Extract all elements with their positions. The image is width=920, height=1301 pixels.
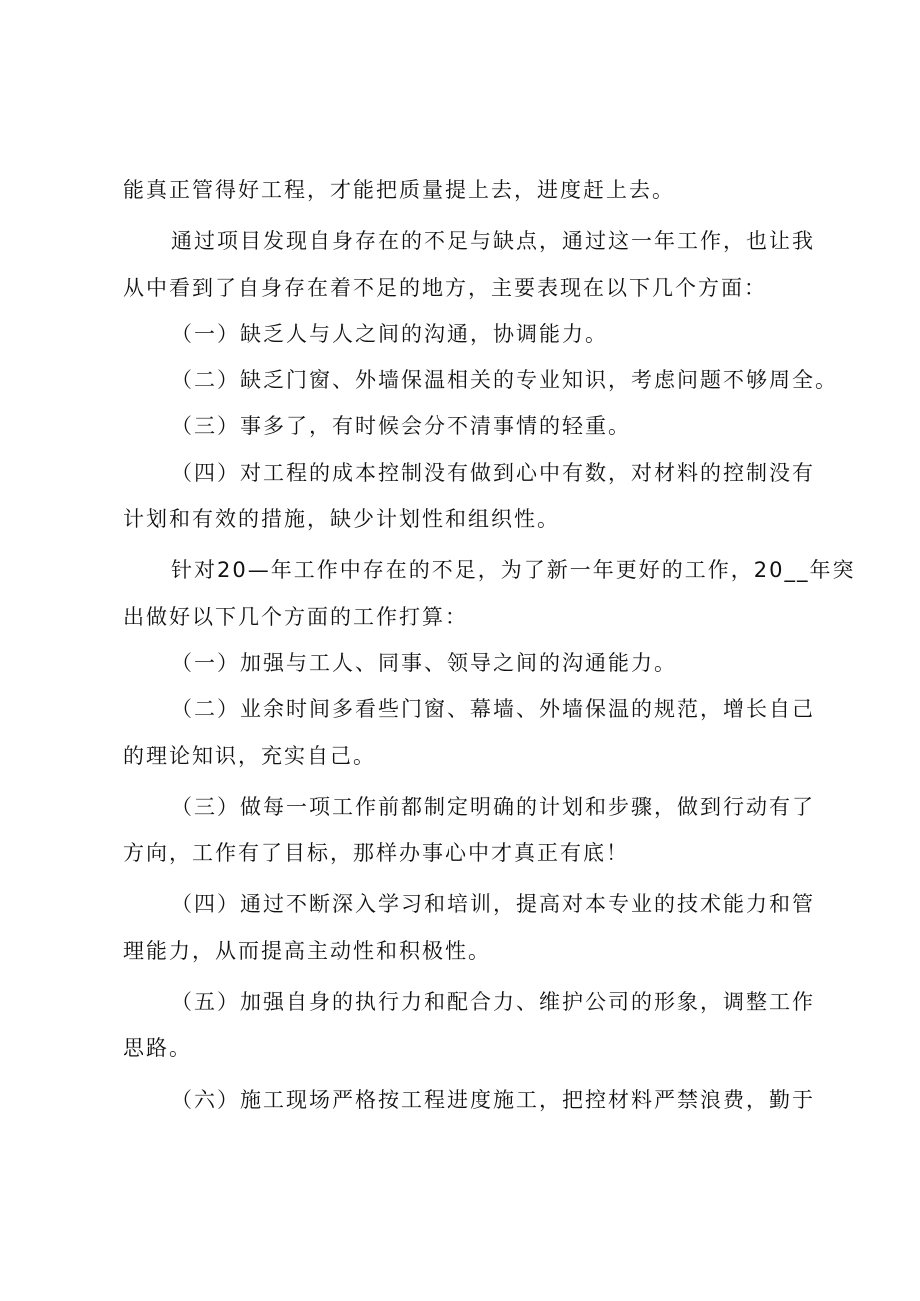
text-line: 的理论知识，充实自己。 [123,743,376,768]
text-line: 理能力，从而提高主动性和积极性。 [123,938,491,963]
text-line: （三）事多了，有时候会分不清事情的轻重。 [171,414,631,439]
text-line: （六）施工现场严格按工程进度施工，把控材料严禁浪费，勤于 [171,1087,815,1112]
text-line: 从中看到了自身存在着不足的地方，主要表现在以下几个方面： [123,275,767,300]
text-line: （一）缺乏人与人之间的沟通，协调能力。 [171,321,608,346]
text-line: （二）业余时间多看些门窗、幕墙、外墙保温的规范，增长自己 [171,697,815,722]
text-line: （三）做每一项工作前都制定明确的计划和步骤，做到行动有了 [171,794,815,819]
text-line: 能真正管得好工程，才能把质量提上去，进度赶上去。 [123,178,675,202]
text-line: 方向，工作有了目标，那样办事心中才真正有底！ [123,841,629,866]
text-line: 思路。 [123,1036,192,1061]
text-line: （一）加强与工人、同事、领导之间的沟通能力。 [171,650,677,675]
text-line: 出做好以下几个方面的工作打算： [123,604,468,629]
text-line: 针对20—年工作中存在的不足，为了新一年更好的工作，20__年突 [171,558,856,583]
text-line: （四）对工程的成本控制没有做到心中有数，对材料的控制没有 [171,460,815,485]
text-line: （二）缺乏门窗、外墙保温相关的专业知识，考虑问题不够周全。 [171,368,838,393]
text-line: （四）通过不断深入学习和培训，提高对本专业的技术能力和管 [171,892,815,917]
text-line: 通过项目发现自身存在的不足与缺点，通过这一年工作，也让我 [171,229,815,254]
document-body [123,167,856,1123]
text-line: （五）加强自身的执行力和配合力、维护公司的形象，调整工作 [171,990,815,1015]
text-line: 计划和有效的措施，缺少计划性和组织性。 [123,507,560,532]
